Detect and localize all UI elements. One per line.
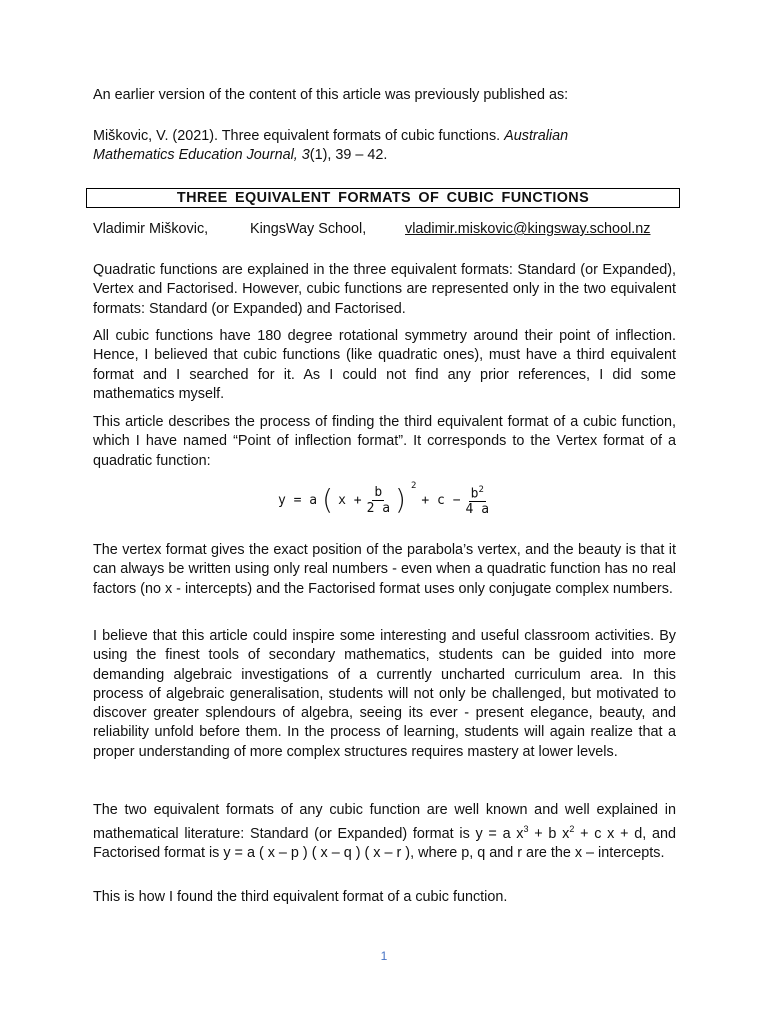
- citation-journal-2: Mathematics Education Journal, 3: [93, 147, 310, 164]
- citation-text: Miškovic, V. (2021). Three equivalent formats of cubic functions.: [93, 128, 505, 144]
- formula-x-plus: x +: [338, 492, 362, 508]
- fraction-denominator-4a: 4 a: [465, 502, 490, 518]
- author-line: [93, 220, 676, 239]
- formula-square-exponent: 2: [410, 481, 417, 491]
- paragraph-5: I believe that this article could inspire some interesting and useful classroom activities. By using the finest tools of secondary mathematics, students can be guided into more demanding algebraic investigations of a currently uncharted curriculum area. In this process of algebraic generalisation, students will not only be challenged, but motivated to discover greater splendours of algebra, seeing its ever - present elegance, beauty, and reliability unfold before them. In the process of learning, students will again realize that a proper understanding of more complex structures requires mastery at lower levels.: [93, 628, 676, 760]
- citation-issue: (1), 39 – 42.: [309, 147, 388, 164]
- fraction-numerator: b: [374, 484, 383, 500]
- paragraph-4: The vertex format gives the exact position of the parabola’s vertex, and the beauty is that it can always be written using only real numbers - even when a quadratic function has no real factors (no x - intercepts) and the Factorised format uses only conjugate complex numbers.: [93, 542, 676, 597]
- article-title: THREE EQUIVALENT FORMATS OF CUBIC FUNCTIONS: [86, 188, 680, 208]
- b-exponent: 2: [478, 484, 484, 495]
- b-term: b: [470, 486, 479, 502]
- author-name: Vladimir Miškovic,: [93, 221, 209, 237]
- citation: [93, 127, 676, 166]
- citation-journal: Australian: [504, 128, 569, 144]
- page-number: 1: [380, 949, 388, 963]
- fraction-numerator-b2: [469, 483, 486, 502]
- formula-plus-c-minus: + c −: [421, 492, 461, 508]
- author-email-link[interactable]: vladimir.miskovic@kingsway.school.nz: [405, 221, 651, 237]
- formula-left-paren: (: [322, 483, 334, 516]
- p6-part-c: + b x: [528, 826, 570, 843]
- formula-lhs: y = a: [278, 492, 318, 508]
- intro-line: An earlier version of the content of this article was previously published as:: [93, 87, 569, 103]
- fraction-denominator: 2 a: [366, 500, 391, 516]
- formula-fraction-b-2a: [367, 485, 390, 516]
- p6-part-e: + c x + d, and Factorised format is y = a ( x – p ) ( x – q ) ( x – r ), where p, q and r are the x – intercepts.: [93, 826, 677, 862]
- paragraph-2: All cubic functions have 180 degree rotational symmetry around their point of inflection. Hence, I believed that cubic functions (like quadratic ones), must have a third equivalent format and I searched for it. As I could not find any prior references, I did some mathematics myself.: [93, 328, 676, 402]
- paragraph-1: Quadratic functions are explained in the three equivalent formats: Standard (or Expanded), Vertex and Factorised. However, cubic functions are represented only in the two equivalent formats: Standard (or Expanded) and Factorised.: [93, 262, 676, 317]
- p6-exp-2: 2: [569, 824, 575, 835]
- vertex-formula: [278, 478, 489, 522]
- paragraph-6: [93, 801, 676, 864]
- paragraph-7: This is how I found the third equivalent format of a cubic function.: [93, 889, 508, 905]
- p6-part-a: The two equivalent formats of any cubic function are well known and well explained in mathematical literature: Standard (or Expanded) format is y = a x: [93, 802, 676, 843]
- p6-exp-3: 3: [523, 824, 529, 835]
- formula-right-paren: ): [395, 483, 406, 516]
- author-school: KingsWay School,: [250, 221, 367, 237]
- paragraph-3: This article describes the process of finding the third equivalent format of a cubic function, which I have named “Point of inflection format”. It corresponds to the Vertex format of a quadratic function:: [93, 414, 676, 469]
- formula-fraction-b2-4a: [466, 483, 489, 517]
